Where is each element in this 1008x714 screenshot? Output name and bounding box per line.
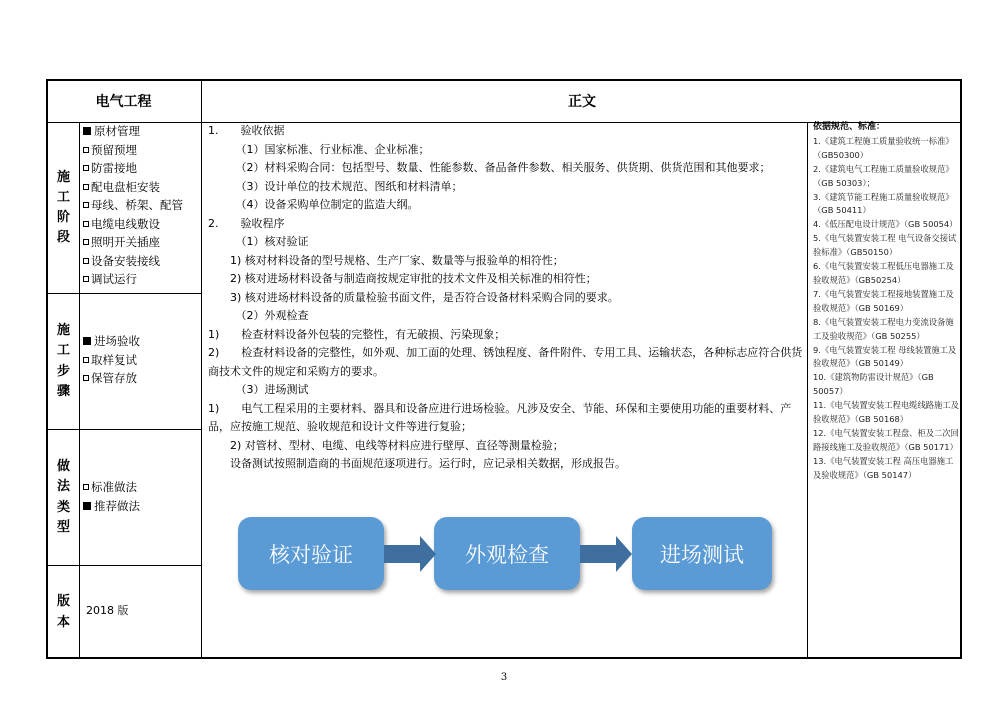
checkbox-icon[interactable] bbox=[83, 258, 89, 264]
reference-item: 12.《电气装置安装工程盘、柜及二次回路接线施工及验收规范》（GB 50171） bbox=[813, 427, 959, 452]
body-line: （3）设计单位的技术规范、图纸和材料清单； bbox=[208, 179, 463, 193]
main-body-text bbox=[208, 122, 806, 474]
header-main-title: 正文 bbox=[568, 94, 596, 110]
page-number: 3 bbox=[500, 672, 508, 683]
body-line: （3）进场测试 bbox=[208, 383, 309, 396]
body-line: 2) 对管材、型材、电缆、电线等材料应进行壁厚、直径等测量检验； bbox=[208, 438, 564, 452]
flow-arrow-icon bbox=[384, 536, 436, 572]
checklist-item[interactable]: 电缆电线敷设 bbox=[83, 215, 183, 234]
checkbox-icon[interactable] bbox=[83, 239, 89, 245]
checkbox-icon[interactable] bbox=[83, 484, 89, 490]
checklist-item[interactable]: 保管存放 bbox=[83, 369, 140, 388]
body-line: 3) 核对进场材料设备的质量检验书面文件，是否符合设备材料采购合同的要求。 bbox=[208, 290, 619, 304]
body-line: （1）核对验证 bbox=[208, 235, 309, 248]
body-line: （1）国家标准、行业标准、企业标准； bbox=[208, 142, 430, 156]
body-line: 2) 检查材料设备的完整性，如外观、加工面的处理、锈蚀程度、备件附件、专用工具、运输状态，各种标志应符合供货商技术文件的规定和采购方的要求。 bbox=[208, 346, 803, 378]
checkbox-icon[interactable] bbox=[83, 221, 89, 227]
body-line: 1. 验收依据 bbox=[208, 124, 285, 137]
reference-item: 2.《建筑电气工程施工质量验收规范》（GB 50303）； bbox=[813, 163, 954, 188]
checklist-item[interactable]: 母线、桥架、配管 bbox=[83, 196, 183, 215]
checklist-item[interactable]: 原材管理 bbox=[83, 122, 183, 141]
method-checklist bbox=[83, 478, 140, 515]
checklist-item[interactable]: 进场验收 bbox=[83, 332, 140, 351]
checkbox-icon[interactable] bbox=[83, 202, 89, 208]
checklist-item[interactable]: 取样复试 bbox=[83, 351, 140, 370]
col-divider-label bbox=[79, 122, 80, 659]
flow-step-test: 进场测试 bbox=[632, 517, 772, 590]
checklist-item[interactable]: 预留预埋 bbox=[83, 141, 183, 160]
steps-label: 施工步骤 bbox=[56, 323, 70, 399]
reference-item: 8.《电气装置安装工程电力变流设备施工及验收规范》（GB 50255） bbox=[813, 316, 954, 341]
checklist-item[interactable]: 设备安装接线 bbox=[83, 252, 183, 271]
checkbox-checked-icon[interactable] bbox=[83, 127, 91, 135]
checkbox-icon[interactable] bbox=[83, 357, 89, 363]
version-label: 版本 bbox=[56, 594, 70, 630]
method-label: 做法类型 bbox=[56, 459, 70, 535]
reference-item: 11.《电气装置安装工程电缆线路施工及验收规范》（GB 50168） bbox=[813, 400, 959, 425]
reference-item: 9.《电气装置安装工程 母线装置施工及验收规范》（GB 50149） bbox=[813, 344, 957, 369]
body-line: （2）外观检查 bbox=[208, 309, 309, 322]
body-line: 1) 核对材料设备的型号规格、生产厂家、数量等与报验单的相符性； bbox=[208, 253, 564, 267]
col-divider-right bbox=[807, 122, 808, 659]
stage-label: 施工阶段 bbox=[56, 169, 70, 246]
checkbox-icon[interactable] bbox=[83, 375, 89, 381]
checkbox-icon[interactable] bbox=[83, 165, 89, 171]
body-line: 1) 电气工程采用的主要材料、器具和设备应进行进场检验。凡涉及安全、节能、环保和主要使用功能的重要材料、产品，应按施工规范、验收规范和设计文件等进行复验； bbox=[208, 401, 792, 433]
steps-checklist bbox=[83, 332, 140, 388]
body-line: （2）材料采购合同：包括型号、数量、性能参数、备品备件参数、相关服务、供货期、供货范围和其他要求； bbox=[208, 161, 771, 174]
reference-item: 4.《低压配电设计规范》（GB 50054） bbox=[813, 219, 958, 230]
flow-arrow-icon bbox=[580, 536, 632, 572]
col-divider-left bbox=[201, 79, 202, 659]
checkbox-checked-icon[interactable] bbox=[83, 337, 91, 345]
stage-checklist bbox=[83, 122, 183, 289]
flow-step-inspect: 外观检查 bbox=[434, 517, 580, 590]
reference-item: 10.《建筑物防雷设计规范》（GB 50057） bbox=[813, 372, 934, 397]
header-left-title: 电气工程 bbox=[95, 94, 152, 110]
body-line: 2) 核对进场材料设备与制造商按规定审批的技术文件及相关标准的相符性； bbox=[208, 272, 597, 285]
reference-heading: 依据规范、标准： bbox=[813, 122, 886, 132]
checklist-item[interactable]: 配电盘柜安装 bbox=[83, 178, 183, 197]
checkbox-icon[interactable] bbox=[83, 147, 89, 153]
checkbox-icon[interactable] bbox=[83, 184, 89, 190]
body-line: 1) 检查材料设备外包装的完整性，有无破损、污染现象； bbox=[208, 327, 506, 341]
body-line: （4）设备采购单位制定的监造大纲。 bbox=[208, 198, 419, 211]
body-line: 2. 验收程序 bbox=[208, 216, 285, 230]
body-line: 设备测试按照制造商的书面规范逐项进行。运行时，应记录相关数据，形成报告。 bbox=[208, 457, 626, 470]
version-value: 2018 版 bbox=[86, 604, 129, 617]
reference-list bbox=[813, 121, 960, 483]
checklist-item[interactable]: 标准做法 bbox=[83, 478, 140, 497]
reference-item: 5.《电气装置安装工程 电气设备交接试验标准》（GB50150） bbox=[813, 233, 957, 258]
reference-item: 7.《电气装置安装工程接地装置施工及验收规范》（GB 50169） bbox=[813, 288, 954, 313]
checklist-item[interactable]: 防雷接地 bbox=[83, 159, 183, 178]
checklist-item[interactable]: 调试运行 bbox=[83, 270, 183, 289]
checkbox-checked-icon[interactable] bbox=[83, 502, 91, 510]
reference-item: 3.《建筑节能工程施工质量验收规范》（GB 50411） bbox=[813, 191, 954, 216]
reference-item: 13.《电气装置安装工程 高压电器施工及验收规范》（GB 50147） bbox=[813, 455, 954, 480]
checklist-item[interactable]: 照明开关插座 bbox=[83, 233, 183, 252]
checkbox-icon[interactable] bbox=[83, 276, 89, 282]
reference-item: 6.《电气装置安装工程低压电器施工及验收规范》（GB50254） bbox=[813, 261, 954, 285]
checklist-item[interactable]: 推荐做法 bbox=[83, 497, 140, 516]
flow-step-verify: 核对验证 bbox=[238, 517, 384, 590]
reference-item: 1.《建筑工程施工质量验收统一标准》（GB50300） bbox=[813, 135, 954, 160]
